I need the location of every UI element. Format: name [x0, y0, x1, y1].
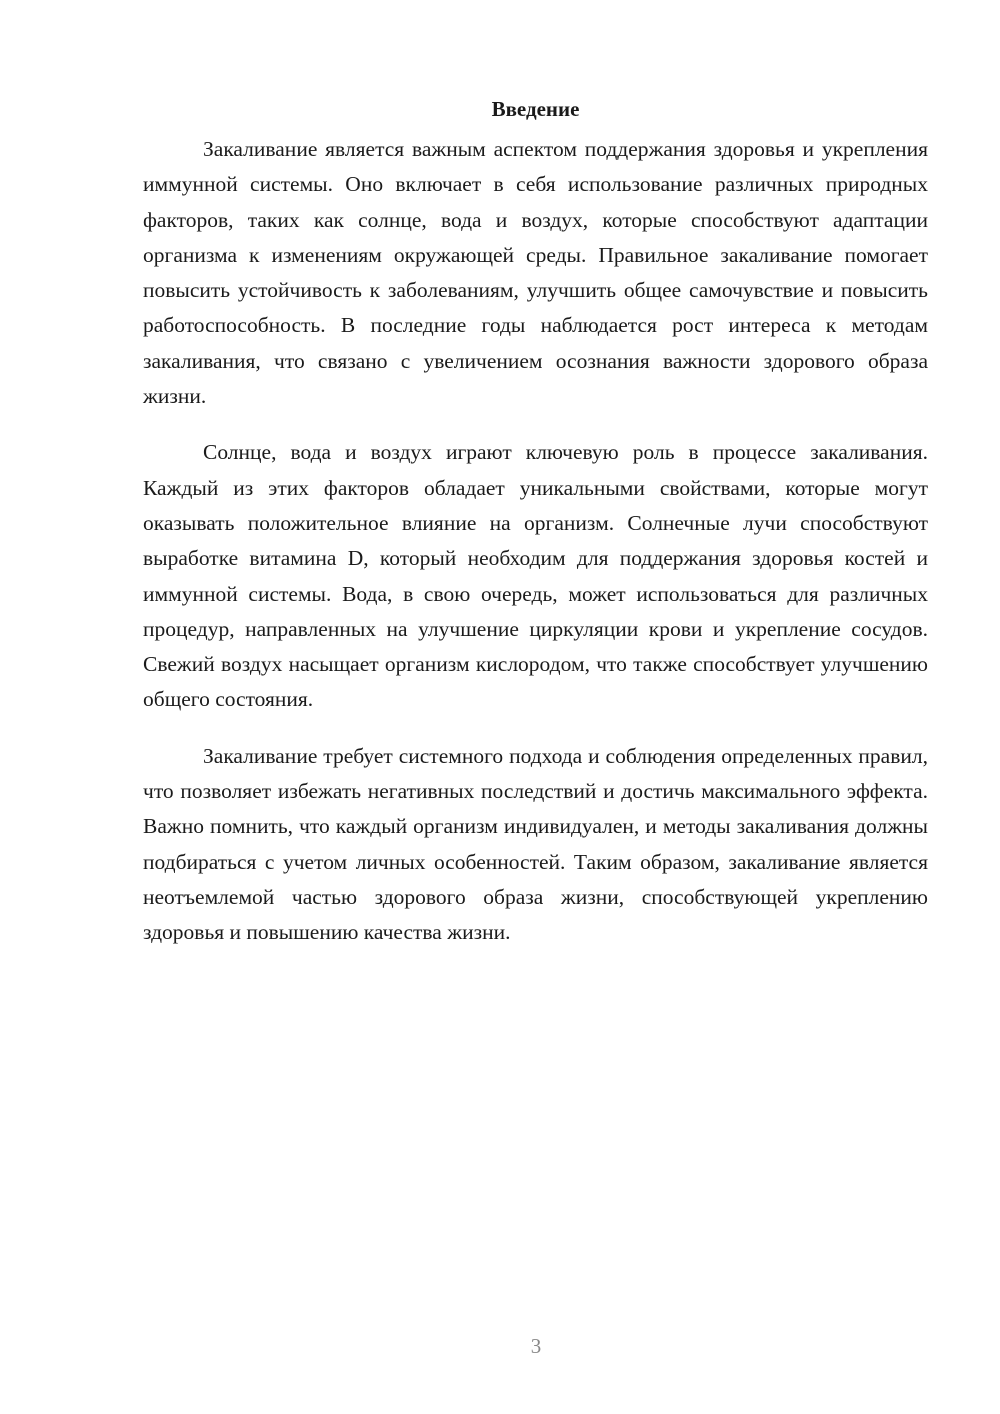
paragraph-3: Закаливание требует системного подхода и соблюдения определенных правил, что позволяет избежать негативных последствий и достичь максимального эффекта. Важно помнить, что каждый организм индивидуален, и методы закаливания должны подбираться с учетом личных особенностей. Таким образом, закаливание является неотъемлемой частью здорового образа жизни, способствующей укреплению здоровья и повышению качества жизни. [143, 743, 928, 945]
paragraph-2: Солнце, вода и воздух играют ключевую роль в процессе закаливания. Каждый из этих факторов обладает уникальными свойствами, которые могут оказывать положительное влияние на организм. Солнечные лучи способствуют выработке витамина D, который необходим для поддержания здоровья костей и иммунной системы. Вода, в свою очередь, может использоваться для различных процедур, направленных на улучшение циркуляции крови и укрепление сосудов. Свежий воздух насыщает организм кислородом, что также способствует улучшению общего состояния. [143, 440, 928, 712]
paragraph-1: Закаливание является важным аспектом поддержания здоровья и укрепления иммунной системы. Оно включает в себя использование различных природных факторов, таких как солнце, вода и воздух, которые способствуют адаптации организма к изменениям окружающей среды. Правильное закаливание помогает повысить устойчивость к заболеваниям, улучшить общее самочувствие и повысить работоспособность. В последние годы наблюдается рост интереса к методам закаливания, что связано с увеличением осознания важности здорового образа жизни. [143, 137, 928, 409]
page-number: 3 [530, 1334, 542, 1358]
section-heading: Введение [491, 97, 580, 121]
page-content [143, 92, 928, 972]
